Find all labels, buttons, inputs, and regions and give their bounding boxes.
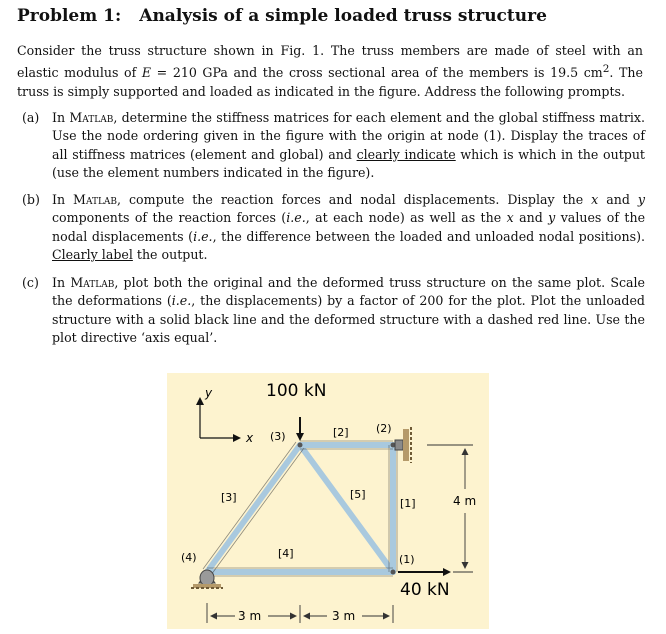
text: , compute the reaction forces and nodal displacements. Display the — [117, 192, 592, 207]
intro-paragraph — [17, 42, 643, 101]
matlab-term: Matlab — [73, 192, 118, 207]
underlined-text: Clearly label — [52, 247, 133, 263]
part-c-text — [52, 274, 645, 348]
element-label: [3] — [221, 491, 237, 504]
italic-text: i.e. — [171, 293, 192, 309]
intro-text: . The truss is simply supported and loaded as indicated in the figure. Address the following prompts. — [17, 65, 643, 99]
matlab-term: Matlab — [70, 275, 115, 290]
modulus-symbol: E — [141, 65, 152, 81]
text: In — [52, 275, 71, 290]
math-var: y — [548, 210, 556, 226]
italic-text: i.e. — [286, 210, 306, 226]
node-label: (4) — [181, 551, 197, 564]
load-top-label: 100 kN — [266, 381, 327, 401]
text: values of the nodal displacements ( — [52, 210, 646, 244]
problem-title: Analysis of a simple loaded truss structure — [139, 6, 547, 26]
element-label: [4] — [278, 547, 294, 560]
text: the output. — [132, 247, 208, 263]
height-dimension — [427, 445, 473, 572]
node-label: (3) — [270, 430, 286, 443]
element-label: [1] — [400, 497, 416, 510]
part-b — [17, 191, 645, 265]
truss-figure — [167, 373, 489, 629]
text: , at each node) as well as the — [305, 210, 507, 226]
math-var: y — [637, 192, 646, 207]
text: and — [513, 210, 549, 226]
part-a — [17, 109, 645, 183]
underlined-text: clearly indicate — [356, 146, 456, 162]
part-a-label: (a) — [22, 110, 40, 125]
text: , the difference between the loaded and unloaded nodal positions). — [212, 228, 645, 244]
superscript: 2 — [602, 63, 610, 76]
node-label: (1) — [399, 553, 415, 566]
axes-icon — [200, 399, 239, 438]
dim-left-label: 3 m — [238, 609, 262, 623]
text: In — [52, 192, 74, 207]
truss-diagram — [167, 373, 489, 629]
dim-right-label: 3 m — [332, 609, 356, 623]
joint-pins — [205, 443, 396, 575]
text: In — [52, 110, 70, 125]
part-c-label: (c) — [22, 275, 39, 290]
text: , determine the stiffness matrices for each element and the global stiffness matrix. Use the node ordering given in the figure with the origin at node (1). Display the traces of all stiffness matrices (element and global) and — [52, 110, 645, 162]
axis-x-label: x — [246, 431, 254, 445]
part-b-text — [52, 191, 645, 265]
text: , plot both the original and the deformed truss structure on the same plot. Scale the deformations ( — [52, 275, 646, 309]
element-label: [5] — [350, 488, 366, 501]
text: , the displacements) by a factor of 200 for the plot. Plot the unloaded structure with a solid black line and the deformed structure with a dashed red line. Use the plot directive ‘axis equal’. — [52, 293, 645, 346]
dim-height-label: 4 m — [453, 494, 477, 508]
problem-number: Problem 1: — [17, 6, 122, 26]
problem-heading — [17, 6, 547, 26]
width-dimension — [207, 603, 393, 623]
intro-text: = 210 GPa and the cross sectional area of the members is 19.5 cm — [151, 65, 603, 81]
text: which is which in the output (use the element numbers indicated in the figure). — [52, 146, 645, 181]
italic-text: i.e. — [193, 228, 213, 244]
math-var: x — [591, 192, 599, 207]
matlab-term: Matlab — [69, 110, 114, 125]
text: components of the reaction forces ( — [52, 210, 287, 226]
member-5 — [300, 445, 393, 572]
element-label: [2] — [333, 426, 349, 439]
node-label: (2) — [376, 422, 392, 435]
member-outlines — [203, 441, 397, 576]
load-right-label: 40 kN — [400, 580, 450, 600]
text: and — [598, 192, 638, 207]
part-c — [17, 274, 645, 348]
part-a-text — [52, 109, 645, 183]
axis-y-label: y — [205, 386, 213, 400]
part-b-label: (b) — [22, 192, 40, 207]
intro-text: Consider the truss structure shown in Fig. 1. The truss members are made of steel with an elastic modulus of — [17, 43, 643, 81]
truss-members — [207, 445, 393, 572]
math-var: x — [506, 210, 514, 226]
